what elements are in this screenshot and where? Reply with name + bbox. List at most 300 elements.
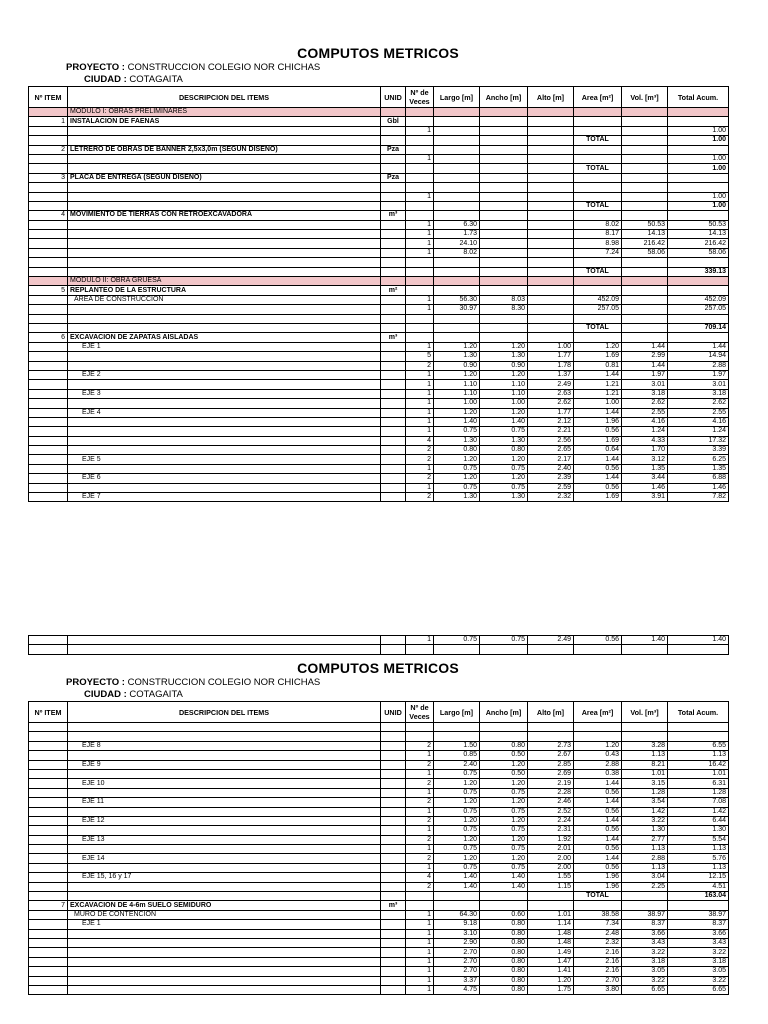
total-cell: 257.05 bbox=[668, 305, 729, 314]
item-number-cell bbox=[29, 929, 68, 938]
description-cell bbox=[68, 267, 381, 276]
ancho-cell: 1.00 bbox=[480, 399, 528, 408]
ancho-cell bbox=[480, 723, 528, 732]
veces-cell: 2 bbox=[406, 455, 434, 464]
unit-cell: m² bbox=[381, 286, 406, 295]
total-cell: 3.39 bbox=[668, 446, 729, 455]
veces-cell: 1 bbox=[406, 636, 434, 645]
header-total: Total Acum. bbox=[668, 87, 729, 108]
alto-cell: 2.63 bbox=[528, 389, 574, 398]
ancho-cell: 0.75 bbox=[480, 427, 528, 436]
item-number-cell bbox=[29, 751, 68, 760]
unit-cell bbox=[381, 408, 406, 417]
area-cell: 0.43 bbox=[574, 751, 622, 760]
header-alto: Alto [m] bbox=[528, 702, 574, 723]
largo-cell bbox=[434, 183, 480, 192]
item-number-cell bbox=[29, 723, 68, 732]
vol-cell bbox=[622, 333, 668, 342]
table-row bbox=[29, 910, 729, 919]
alto-cell bbox=[528, 267, 574, 276]
description-cell bbox=[68, 938, 381, 947]
table-row bbox=[29, 436, 729, 445]
header-unid: UNID bbox=[381, 87, 406, 108]
header-ancho: Ancho [m] bbox=[480, 702, 528, 723]
description-cell bbox=[68, 882, 381, 891]
item-number-cell: 1 bbox=[29, 117, 68, 126]
veces-cell: 1 bbox=[406, 239, 434, 248]
vol-cell: 50.53 bbox=[622, 220, 668, 229]
item-number-cell bbox=[29, 427, 68, 436]
area-cell: 7.34 bbox=[574, 920, 622, 929]
table-row bbox=[29, 854, 729, 863]
item-number-cell bbox=[29, 636, 68, 645]
area-cell bbox=[574, 333, 622, 342]
unit-cell bbox=[381, 938, 406, 947]
largo-cell bbox=[434, 323, 480, 332]
veces-cell bbox=[406, 286, 434, 295]
total-cell bbox=[668, 145, 729, 154]
total-cell bbox=[668, 645, 729, 654]
largo-cell: 64.30 bbox=[434, 910, 480, 919]
total-cell bbox=[668, 333, 729, 342]
alto-cell: 2.59 bbox=[528, 483, 574, 492]
description-cell: AREA DE CONSTRUCCION bbox=[68, 295, 381, 304]
alto-cell: 1.48 bbox=[528, 929, 574, 938]
total-cell bbox=[668, 108, 729, 117]
ancho-cell bbox=[480, 192, 528, 201]
item-number-cell bbox=[29, 305, 68, 314]
project-label: PROYECTO : bbox=[66, 62, 125, 73]
unit-cell bbox=[381, 192, 406, 201]
area-cell: 2.70 bbox=[574, 976, 622, 985]
description-cell: EJE 14 bbox=[68, 854, 381, 863]
alto-cell: 1.14 bbox=[528, 920, 574, 929]
total-cell: 14.94 bbox=[668, 352, 729, 361]
veces-cell: 2 bbox=[406, 854, 434, 863]
ancho-cell: 1.30 bbox=[480, 436, 528, 445]
table-row bbox=[29, 126, 729, 135]
table-row bbox=[29, 788, 729, 797]
item-number-cell bbox=[29, 342, 68, 351]
veces-cell bbox=[406, 323, 434, 332]
alto-cell: 1.55 bbox=[528, 873, 574, 882]
vol-cell: 8.21 bbox=[622, 760, 668, 769]
unit-cell bbox=[381, 645, 406, 654]
description-cell: EJE 10 bbox=[68, 779, 381, 788]
area-cell: 38.58 bbox=[574, 910, 622, 919]
unit-cell bbox=[381, 154, 406, 163]
table-row bbox=[29, 370, 729, 379]
vol-cell: 3.91 bbox=[622, 493, 668, 502]
item-number-cell bbox=[29, 769, 68, 778]
unit-cell bbox=[381, 732, 406, 741]
table-row bbox=[29, 446, 729, 455]
unit-cell bbox=[381, 136, 406, 145]
description-cell bbox=[68, 807, 381, 816]
description-cell bbox=[68, 323, 381, 332]
item-number-cell bbox=[29, 361, 68, 370]
largo-cell: 1.20 bbox=[434, 408, 480, 417]
veces-cell bbox=[406, 314, 434, 323]
alto-cell bbox=[528, 295, 574, 304]
total-cell bbox=[668, 732, 729, 741]
description-cell bbox=[68, 732, 381, 741]
header-area: Area [m²] bbox=[574, 702, 622, 723]
unit-cell bbox=[381, 427, 406, 436]
area-cell bbox=[574, 732, 622, 741]
largo-cell bbox=[434, 173, 480, 182]
alto-cell bbox=[528, 333, 574, 342]
description-cell bbox=[68, 427, 381, 436]
unit-cell bbox=[381, 845, 406, 854]
veces-cell bbox=[406, 277, 434, 286]
area-cell: 3.80 bbox=[574, 985, 622, 994]
table-row bbox=[29, 779, 729, 788]
vol-cell: 4.33 bbox=[622, 436, 668, 445]
veces-cell: 1 bbox=[406, 154, 434, 163]
total-cell: 709.14 bbox=[668, 323, 729, 332]
table-row bbox=[29, 239, 729, 248]
largo-cell: 2.40 bbox=[434, 760, 480, 769]
veces-cell: 1 bbox=[406, 985, 434, 994]
total-cell: 12.15 bbox=[668, 873, 729, 882]
vol-cell bbox=[622, 901, 668, 910]
table-row bbox=[29, 826, 729, 835]
item-number-cell: 3 bbox=[29, 173, 68, 182]
ancho-cell: 1.30 bbox=[480, 352, 528, 361]
total-cell: 7.82 bbox=[668, 493, 729, 502]
alto-cell: 2.52 bbox=[528, 807, 574, 816]
total-cell: 216.42 bbox=[668, 239, 729, 248]
veces-cell: 2 bbox=[406, 760, 434, 769]
area-cell: 2.48 bbox=[574, 929, 622, 938]
area-cell: TOTAL bbox=[574, 164, 622, 173]
area-cell: 1.20 bbox=[574, 342, 622, 351]
total-cell: 1.30 bbox=[668, 826, 729, 835]
veces-cell: 1 bbox=[406, 910, 434, 919]
city-label: CIUDAD : bbox=[84, 689, 127, 700]
largo-cell bbox=[434, 164, 480, 173]
area-cell bbox=[574, 108, 622, 117]
description-cell bbox=[68, 220, 381, 229]
vol-cell: 1.46 bbox=[622, 483, 668, 492]
veces-cell: 1 bbox=[406, 938, 434, 947]
area-cell: 0.81 bbox=[574, 361, 622, 370]
item-number-cell bbox=[29, 408, 68, 417]
largo-cell: 1.40 bbox=[434, 417, 480, 426]
largo-cell: 1.20 bbox=[434, 779, 480, 788]
largo-cell bbox=[434, 192, 480, 201]
total-cell: 1.44 bbox=[668, 342, 729, 351]
area-cell bbox=[574, 723, 622, 732]
total-cell: 16.42 bbox=[668, 760, 729, 769]
vol-cell: 3.43 bbox=[622, 938, 668, 947]
total-cell: 339.13 bbox=[668, 267, 729, 276]
alto-cell bbox=[528, 723, 574, 732]
unit-cell bbox=[381, 464, 406, 473]
alto-cell: 2.28 bbox=[528, 788, 574, 797]
description-cell bbox=[68, 464, 381, 473]
project-value: CONSTRUCCION COLEGIO NOR CHICHAS bbox=[124, 677, 321, 688]
largo-cell: 1.40 bbox=[434, 873, 480, 882]
fragment-body bbox=[29, 636, 729, 655]
total-cell: 452.09 bbox=[668, 295, 729, 304]
description-cell bbox=[68, 976, 381, 985]
total-cell: 1.00 bbox=[668, 164, 729, 173]
description-cell: EJE 6 bbox=[68, 474, 381, 483]
total-cell bbox=[668, 211, 729, 220]
total-cell: 38.97 bbox=[668, 910, 729, 919]
area-cell: 1.69 bbox=[574, 436, 622, 445]
total-cell: 3.22 bbox=[668, 976, 729, 985]
total-cell: 1.01 bbox=[668, 769, 729, 778]
ancho-cell: 0.75 bbox=[480, 863, 528, 872]
unit-cell bbox=[381, 230, 406, 239]
alto-cell bbox=[528, 892, 574, 901]
item-number-cell bbox=[29, 417, 68, 426]
vol-cell bbox=[622, 136, 668, 145]
veces-cell: 1 bbox=[406, 948, 434, 957]
unit-cell bbox=[381, 798, 406, 807]
project-value: CONSTRUCCION COLEGIO NOR CHICHAS bbox=[124, 62, 321, 73]
vol-cell bbox=[622, 277, 668, 286]
item-number-cell bbox=[29, 920, 68, 929]
description-cell: EXCAVACION DE 4-6m SUELO SEMIDURO bbox=[68, 901, 381, 910]
veces-cell bbox=[406, 258, 434, 267]
description-cell bbox=[68, 248, 381, 257]
vol-cell bbox=[622, 192, 668, 201]
largo-cell: 0.75 bbox=[434, 807, 480, 816]
total-cell: 1.00 bbox=[668, 201, 729, 210]
total-cell: 1.00 bbox=[668, 136, 729, 145]
ancho-cell bbox=[480, 323, 528, 332]
total-row bbox=[29, 164, 729, 173]
area-cell: TOTAL bbox=[574, 201, 622, 210]
unit-cell bbox=[381, 248, 406, 257]
table-row bbox=[29, 314, 729, 323]
table-row bbox=[29, 798, 729, 807]
area-cell: 1.44 bbox=[574, 816, 622, 825]
description-cell bbox=[68, 636, 381, 645]
largo-cell: 1.20 bbox=[434, 455, 480, 464]
vol-cell: 2.88 bbox=[622, 854, 668, 863]
largo-cell: 2.70 bbox=[434, 967, 480, 976]
project-label: PROYECTO : bbox=[66, 677, 125, 688]
ancho-cell bbox=[480, 732, 528, 741]
vol-cell: 14.13 bbox=[622, 230, 668, 239]
largo-cell: 56.30 bbox=[434, 295, 480, 304]
item-number-cell bbox=[29, 389, 68, 398]
alto-cell bbox=[528, 126, 574, 135]
largo-cell: 1.20 bbox=[434, 474, 480, 483]
total-cell: 5.76 bbox=[668, 854, 729, 863]
largo-cell: 1.73 bbox=[434, 230, 480, 239]
total-cell bbox=[668, 723, 729, 732]
item-number-cell bbox=[29, 399, 68, 408]
veces-cell bbox=[406, 723, 434, 732]
total-cell bbox=[668, 258, 729, 267]
largo-cell bbox=[434, 314, 480, 323]
alto-cell: 2.24 bbox=[528, 816, 574, 825]
item-row bbox=[29, 901, 729, 910]
item-number-cell bbox=[29, 154, 68, 163]
table-row bbox=[29, 807, 729, 816]
alto-cell: 1.20 bbox=[528, 976, 574, 985]
table-row bbox=[29, 417, 729, 426]
largo-cell: 0.75 bbox=[434, 427, 480, 436]
vol-cell: 1.28 bbox=[622, 788, 668, 797]
alto-cell: 1.01 bbox=[528, 910, 574, 919]
description-cell bbox=[68, 399, 381, 408]
item-row bbox=[29, 117, 729, 126]
ancho-cell: 1.20 bbox=[480, 455, 528, 464]
item-number-cell bbox=[29, 239, 68, 248]
alto-cell: 2.32 bbox=[528, 493, 574, 502]
table-row bbox=[29, 723, 729, 732]
veces-cell: 1 bbox=[406, 220, 434, 229]
alto-cell bbox=[528, 314, 574, 323]
area-cell: TOTAL bbox=[574, 267, 622, 276]
area-cell: 0.64 bbox=[574, 446, 622, 455]
unit-cell bbox=[381, 751, 406, 760]
largo-cell: 1.10 bbox=[434, 380, 480, 389]
alto-cell: 2.69 bbox=[528, 769, 574, 778]
alto-cell bbox=[528, 220, 574, 229]
vol-cell bbox=[622, 117, 668, 126]
description-cell bbox=[68, 436, 381, 445]
description-cell bbox=[68, 361, 381, 370]
alto-cell: 2.40 bbox=[528, 464, 574, 473]
area-cell bbox=[574, 145, 622, 154]
veces-cell: 1 bbox=[406, 769, 434, 778]
alto-cell bbox=[528, 248, 574, 257]
largo-cell bbox=[434, 154, 480, 163]
largo-cell: 1.20 bbox=[434, 816, 480, 825]
item-row bbox=[29, 333, 729, 342]
alto-cell: 1.49 bbox=[528, 948, 574, 957]
veces-cell: 2 bbox=[406, 779, 434, 788]
item-number-cell bbox=[29, 807, 68, 816]
largo-cell: 0.75 bbox=[434, 769, 480, 778]
item-number-cell bbox=[29, 230, 68, 239]
computos-sheet-1 bbox=[28, 44, 728, 502]
item-number-cell bbox=[29, 108, 68, 117]
ancho-cell: 0.75 bbox=[480, 788, 528, 797]
vol-cell: 3.05 bbox=[622, 967, 668, 976]
total-cell: 58.06 bbox=[668, 248, 729, 257]
unit-cell bbox=[381, 769, 406, 778]
item-number-cell bbox=[29, 976, 68, 985]
sheet-title: COMPUTOS METRICOS bbox=[297, 660, 459, 676]
total-cell: 4.51 bbox=[668, 882, 729, 891]
city-label: CIUDAD : bbox=[84, 74, 127, 85]
vol-cell bbox=[622, 314, 668, 323]
ancho-cell: 0.75 bbox=[480, 826, 528, 835]
description-cell bbox=[68, 258, 381, 267]
ancho-cell: 1.10 bbox=[480, 389, 528, 398]
total-cell: 3.22 bbox=[668, 948, 729, 957]
veces-cell: 1 bbox=[406, 342, 434, 351]
vol-cell: 3.22 bbox=[622, 816, 668, 825]
item-number-cell bbox=[29, 910, 68, 919]
header-unid: UNID bbox=[381, 702, 406, 723]
vol-cell bbox=[622, 286, 668, 295]
description-cell: EJE 1 bbox=[68, 920, 381, 929]
alto-cell bbox=[528, 164, 574, 173]
total-cell: 14.13 bbox=[668, 230, 729, 239]
total-cell: 1.00 bbox=[668, 192, 729, 201]
alto-cell bbox=[528, 108, 574, 117]
area-cell: 2.16 bbox=[574, 957, 622, 966]
alto-cell bbox=[528, 192, 574, 201]
vol-cell bbox=[622, 258, 668, 267]
unit-cell bbox=[381, 741, 406, 750]
unit-cell bbox=[381, 760, 406, 769]
veces-cell: 2 bbox=[406, 741, 434, 750]
unit-cell bbox=[381, 417, 406, 426]
unit-cell bbox=[381, 807, 406, 816]
unit-cell bbox=[381, 483, 406, 492]
item-number-cell bbox=[29, 248, 68, 257]
item-number-cell bbox=[29, 136, 68, 145]
unit-cell bbox=[381, 854, 406, 863]
area-cell: 7.24 bbox=[574, 248, 622, 257]
item-number-cell bbox=[29, 741, 68, 750]
alto-cell: 2.19 bbox=[528, 779, 574, 788]
vol-cell: 2.25 bbox=[622, 882, 668, 891]
largo-cell: 2.70 bbox=[434, 957, 480, 966]
alto-cell: 1.00 bbox=[528, 342, 574, 351]
ancho-cell bbox=[480, 220, 528, 229]
unit-cell bbox=[381, 976, 406, 985]
ancho-cell: 0.75 bbox=[480, 483, 528, 492]
largo-cell: 1.30 bbox=[434, 493, 480, 502]
largo-cell bbox=[434, 892, 480, 901]
area-cell: 0.56 bbox=[574, 788, 622, 797]
unit-cell bbox=[381, 399, 406, 408]
vol-cell bbox=[622, 892, 668, 901]
total-cell: 2.62 bbox=[668, 399, 729, 408]
table-row bbox=[29, 938, 729, 947]
total-row bbox=[29, 201, 729, 210]
unit-cell bbox=[381, 389, 406, 398]
description-cell bbox=[68, 352, 381, 361]
alto-cell bbox=[528, 136, 574, 145]
largo-cell: 0.90 bbox=[434, 361, 480, 370]
ancho-cell: 1.20 bbox=[480, 474, 528, 483]
ancho-cell: 1.20 bbox=[480, 370, 528, 379]
table-row bbox=[29, 957, 729, 966]
description-cell bbox=[68, 948, 381, 957]
total-cell: 50.53 bbox=[668, 220, 729, 229]
largo-cell bbox=[434, 145, 480, 154]
veces-cell: 1 bbox=[406, 845, 434, 854]
veces-cell: 1 bbox=[406, 976, 434, 985]
veces-cell: 2 bbox=[406, 882, 434, 891]
area-cell: 8.02 bbox=[574, 220, 622, 229]
header-veces: Nº de Veces bbox=[406, 702, 434, 723]
vol-cell: 2.55 bbox=[622, 408, 668, 417]
unit-cell bbox=[381, 882, 406, 891]
header-item: Nº ITEM bbox=[29, 87, 68, 108]
unit-cell bbox=[381, 723, 406, 732]
veces-cell bbox=[406, 211, 434, 220]
area-cell: 1.96 bbox=[574, 417, 622, 426]
veces-cell: 1 bbox=[406, 807, 434, 816]
alto-cell: 1.75 bbox=[528, 985, 574, 994]
unit-cell bbox=[381, 305, 406, 314]
table-row bbox=[29, 816, 729, 825]
